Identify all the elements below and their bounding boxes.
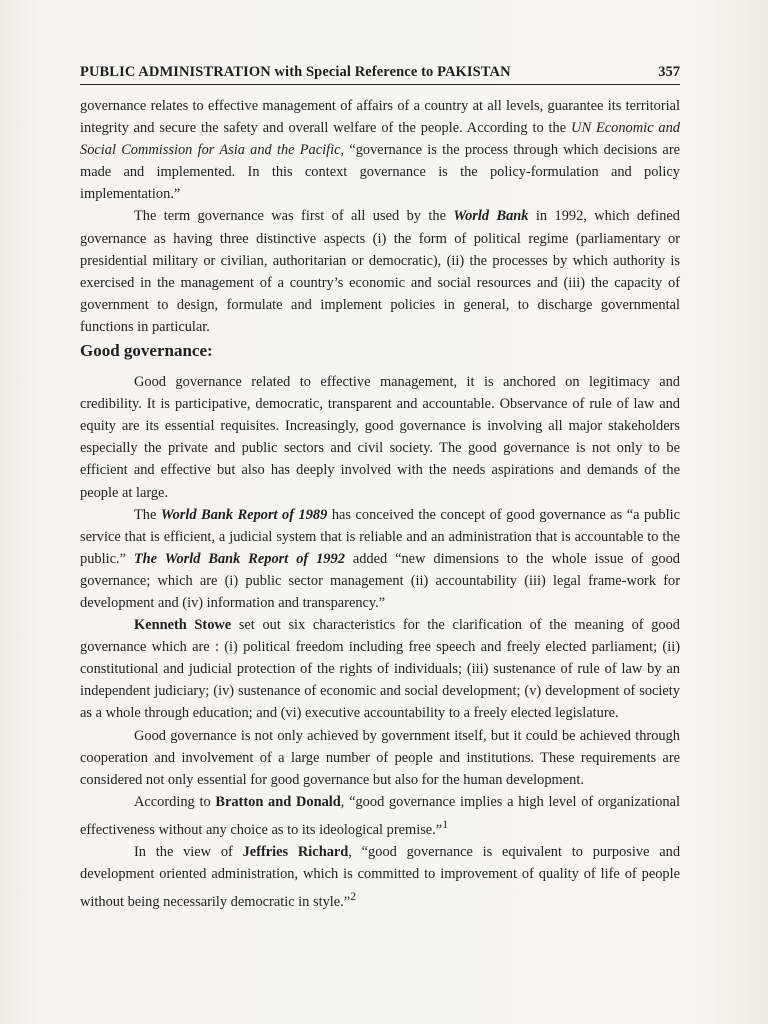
- paragraph-bratton-donald: According to Bratton and Donald, “good governance implies a high level of organizational effectiveness without any choice as to its ideological premise.”$^1$: [80, 793, 680, 838]
- world-bank-report-1989: World Bank Report of 1989: [160, 506, 328, 523]
- section-heading-good-governance: Good governance:: [80, 341, 213, 361]
- author-jeffries-richard: Jeffries Richard: [242, 843, 349, 860]
- paragraph-cooperation: Good governance is not only achieved by government itself, but it could be achieved through cooperation and involvement of a large number of people and institutions. These requirements are considered not only essential for good governance but also for the human development.: [80, 727, 680, 788]
- paragraph-kenneth-stowe: Kenneth Stowe set out six characteristics for the clarification of the meaning of good governance which are : (i) political freedom including free speech and freely elected parliament; (ii) constitutional and judicial protection of the rights of individuals; (iii) sustenance of rule of law by an independent judiciary; (iv) sustenance of economic and social development; (v) development of society as a whole through education; and (vi) executive accountability to a freely elected legislature.: [80, 617, 681, 722]
- author-bratton-donald: Bratton and Donald: [215, 793, 341, 810]
- running-header: [80, 62, 680, 85]
- world-bank-name: World Bank: [453, 208, 529, 225]
- paragraph-world-bank-reports: The World Bank Report of 1989 has conceived the concept of good governance as “a public service that is efficient, a judicial system that is reliable and an administration that is accountable to the public.” The World Bank Report of 1992 added “new dimensions to the whole issue of good governance; which are (i) public sector management (ii) accountability (iii) legal frame-work for development and (iv) information and transparency.”: [80, 506, 680, 611]
- paragraph-jeffries-richard: In the view of Jeffries Richard, “good governance is equivalent to purposive and development oriented administration, which is committed to improvement of quality of life of people without being necessarily democratic in style.”$^2$: [80, 843, 681, 910]
- page-number: 357: [658, 64, 680, 80]
- paragraph-governance-definition: governance relates to effective management of affairs of a country at all levels, guarantee its territorial integrity and secure the safety and overall welfare of the people. According to the UN Economic and Social Commission for Asia and the Pacific, “governance is the process through which decisions are made and implemented. In this context governance is the policy-formulation and policy implementation.”: [80, 98, 680, 203]
- footnote-marker-1: 1: [442, 816, 449, 831]
- world-bank-report-1992: The World Bank Report of 1992: [133, 550, 345, 567]
- paragraph-good-governance-overview: Good governance related to effective management, it is anchored on legitimacy and credibility. It is participative, democratic, transparent and accountable. Observance of rule of law and equity are its essential requisites. Increasingly, good governance is involving all major stakeholders especially the private and public sectors and civil society. The good governance is not only to be efficient and effective but also has deeply involved with the needs aspirations and demands of the people at large.: [80, 374, 680, 501]
- footnote-marker-2: 2: [350, 888, 357, 903]
- paragraph-world-bank-1992: The term governance was first of all used by the World Bank in 1992, which defined governance as having three distinctive aspects (i) the form of political regime (parliamentary or presidential military or civilian, authoritarian or democratic), (ii) the processes by which authority is exercised in the management of a country’s economic and social resources and (iii) the capacity of government to design, formulate and implement policies in general, to discharge governmental functions in particular.: [80, 208, 680, 335]
- body-text: [80, 95, 680, 913]
- running-title: PUBLIC ADMINISTRATION with Special Reference to PAKISTAN: [80, 64, 511, 80]
- author-kenneth-stowe: Kenneth Stowe: [134, 617, 232, 634]
- un-commission-name: UN Economic and Social Commission for Asia and the Pacific: [80, 120, 680, 159]
